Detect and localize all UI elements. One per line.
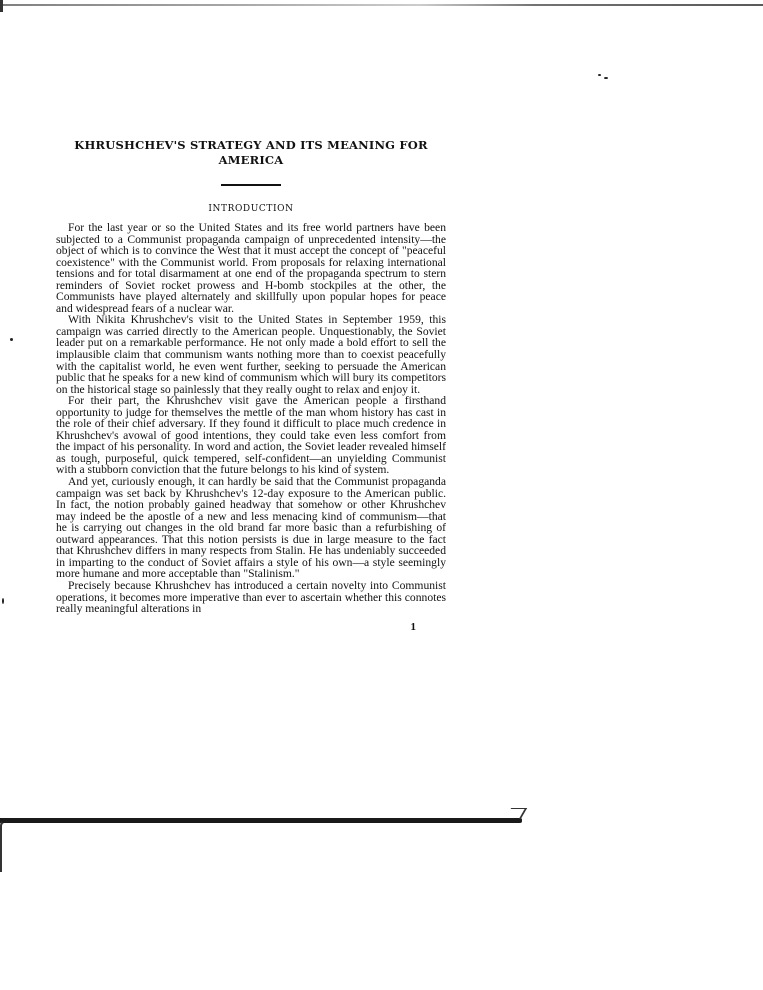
scan-edge-bottom — [0, 818, 522, 823]
paragraph: Precisely because Khrushchev has introduced a certain novelty into Communist operations, it becomes more imperative than ever to ascertain whether this connotes really meaningful alterations in — [56, 578, 446, 616]
scan-edge-curl — [0, 818, 8, 872]
body-text — [56, 222, 446, 615]
paragraph: For their part, the Khrushchev visit gave the American people a firsthand opportunity to judge for themselves the mettle of the man whom history has cast in the role of their chief adversary. If they found it difficult to place much credence in Khrushchev's avowal of good intentions, they could take even less comfort from the impact of his personality. In word and action, the Soviet leader revealed himself as tough, purposeful, quick tempered, self-confident—an unyielding Communist with a stubborn conviction that the future belongs to his kind of system. — [56, 394, 446, 477]
scan-edge-top — [0, 4, 763, 6]
scan-edge-tail — [505, 808, 527, 819]
paragraph: For the last year or so the United States and its free world partners have been subjected to a Communist propaganda campaign of unprecedented intensity—the object of which is to convince the West that it must accept the concept of "peaceful coexistence" with the Communist world. From proposals for relaxing international tensions and for total disarmament at one end of the propaganda spectrum to stern reminders of Soviet rocket prowess and H-bomb stockpiles at the other, the Communists have played alternately and skillfully upon popular hopes for peace and widespread fears of a nuclear war. — [56, 221, 446, 315]
scan-speck — [10, 338, 13, 341]
scan-speck — [604, 77, 608, 79]
paragraph: With Nikita Khrushchev's visit to the United States in September 1959, this campaign was carried directly to the American people. Unquestionably, the Soviet leader put on a remarkable performance. He not only made a bold effort to sell the implausible claim that communism wants nothing more than to coexist peacefully with the capitalist world, he even went further, seeking to persuade the American public that he speaks for a new kind of communism which will bury its competitors on the historical stage so painlessly that they really ought to relax and enjoy it. — [56, 313, 446, 396]
document-page — [56, 130, 446, 633]
title-divider — [221, 184, 281, 186]
page-number: 1 — [410, 620, 416, 633]
scan-speck — [2, 598, 4, 604]
scan-edge-tick — [0, 0, 3, 12]
document-title: KHRUSHCHEV'S STRATEGY AND ITS MEANING FOR AMERICA — [74, 138, 428, 167]
section-heading: INTRODUCTION — [208, 204, 294, 214]
paragraph: And yet, curiously enough, it can hardly be said that the Communist propaganda campaign was set back by Khrushchev's 12-day exposure to the American public. In fact, the notion probably gained headway that somehow or other Khrushchev may indeed be the apostle of a new and less menacing kind of communism—that he is carrying out changes in the old brand far more basic than a refurbishing of outward appearances. That this notion persists is due in large measure to the fact that Khrushchev differs in many respects from Stalin. He has undeniably succeeded in imparting to the conduct of Soviet affairs a style of his own—a style seemingly more humane and more acceptable than "Stalinism." — [56, 475, 446, 581]
scan-speck — [598, 74, 601, 76]
